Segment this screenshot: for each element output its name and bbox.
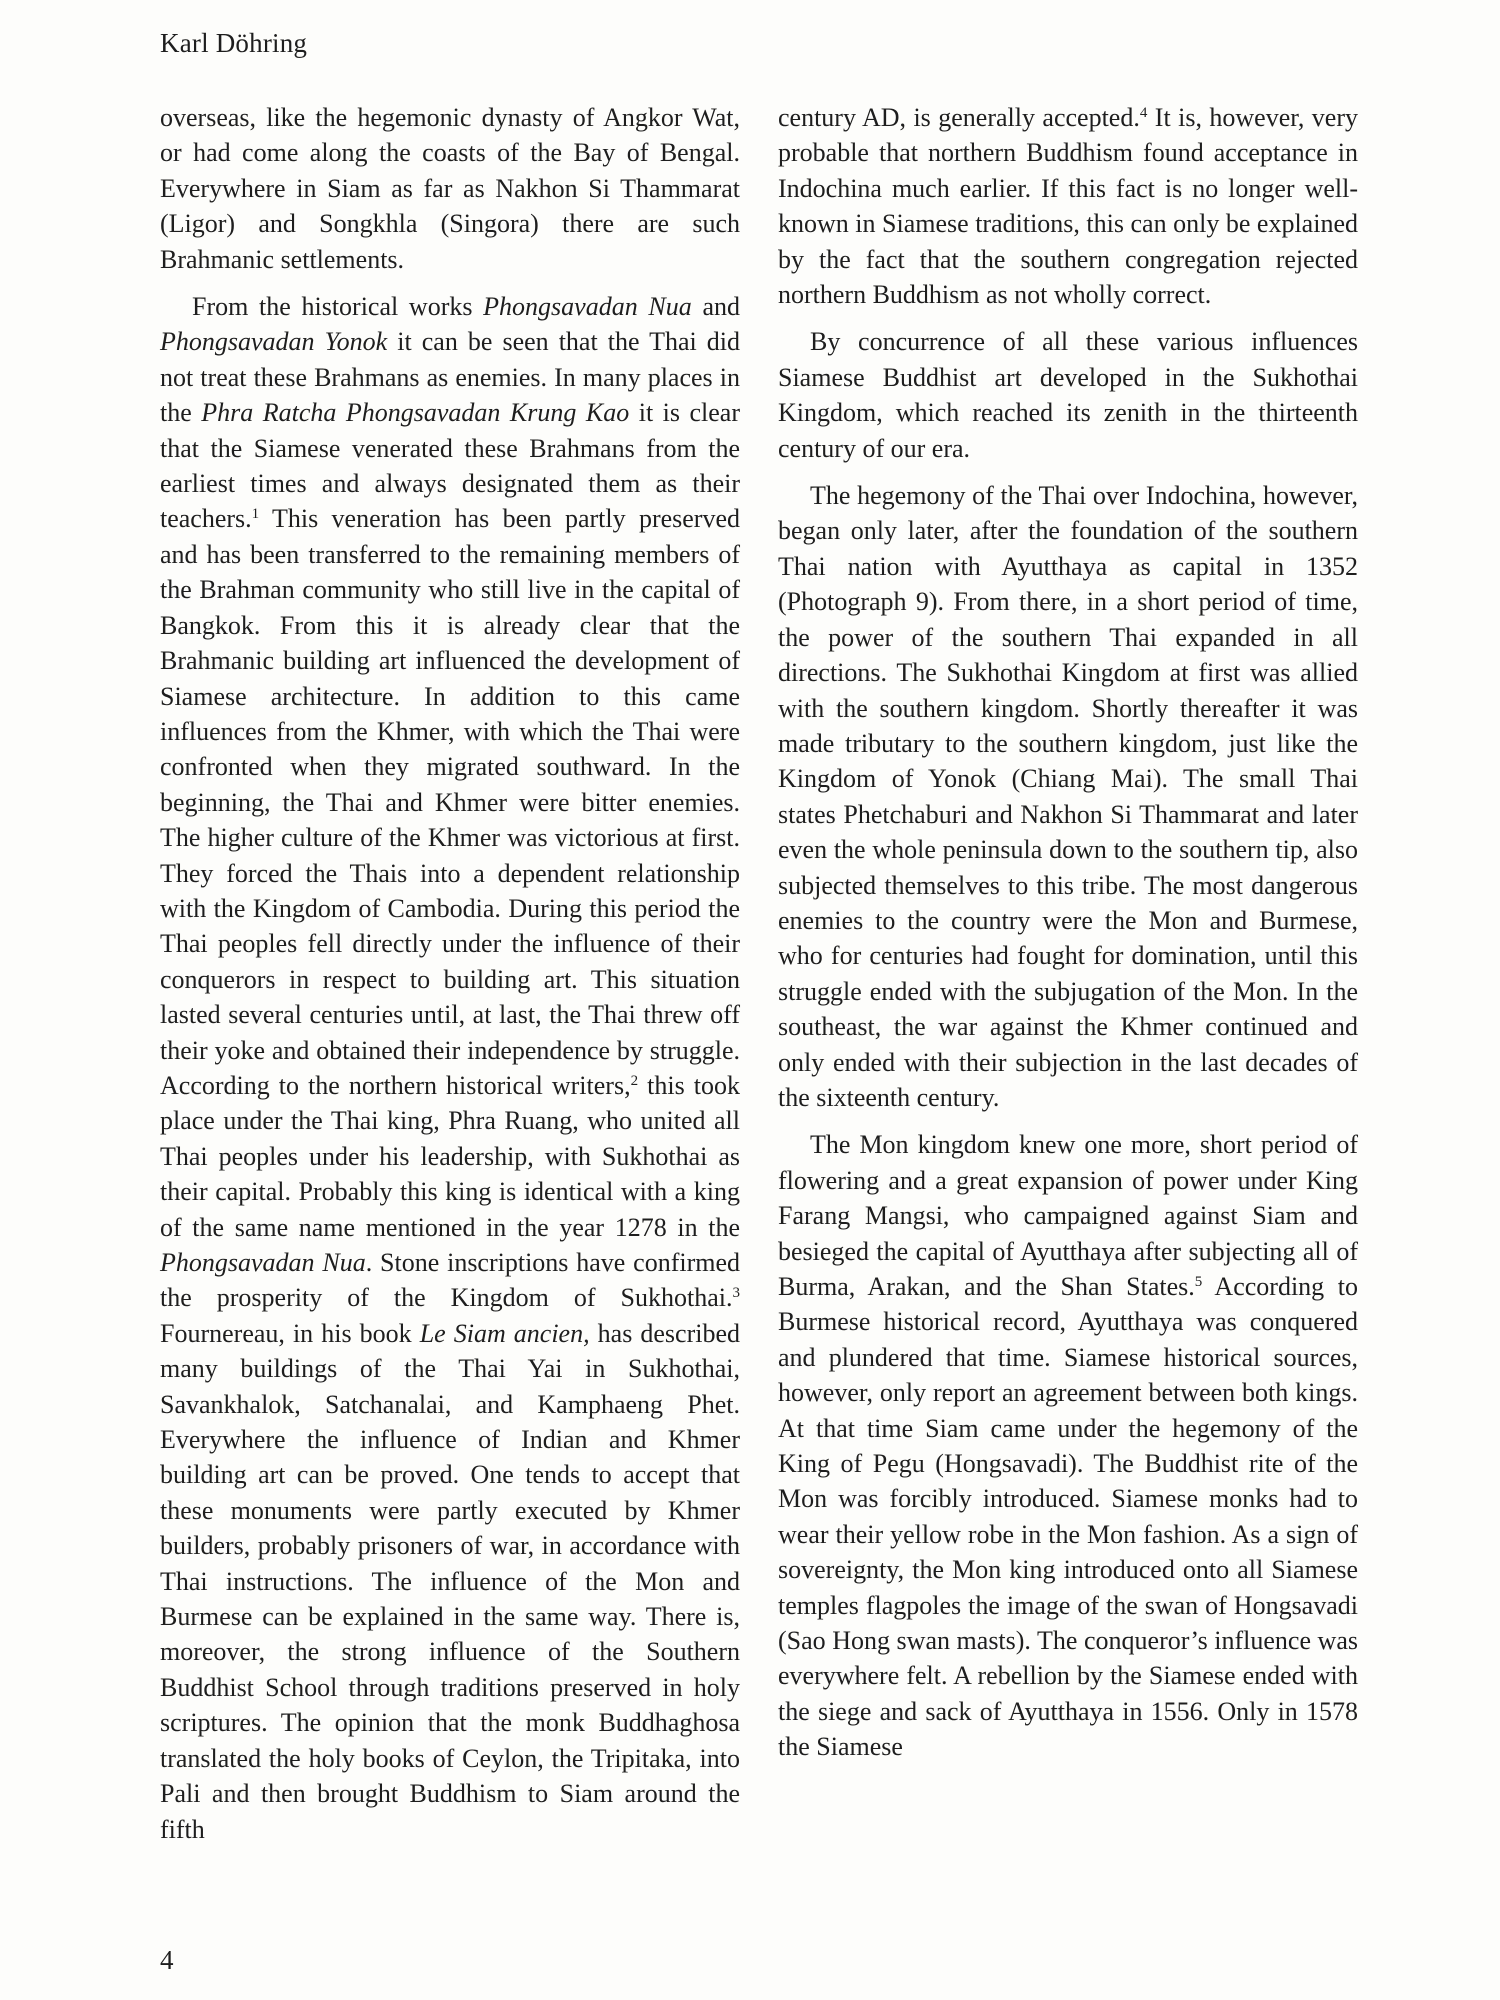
- right-column: [778, 100, 1358, 1765]
- footnote-marker: 3: [732, 1285, 740, 1302]
- footnote-marker: 2: [630, 1072, 639, 1089]
- left-column: [160, 100, 740, 1847]
- paragraph: From the historical works Phongsavadan Nua and Phongsavadan Yonok it can be seen that the Thai did not treat these Brahmans as enemies. In many places in the Phra Ratcha Phongsavadan Krung Kao it is clear that the Siamese venerated these Brahmans from the earliest times and always designated them as their teachers.$^1$ This veneration has been partly preserved and has been transferred to the remaining members of the Brahman community who still live in the capital of Bangkok. From this it is already clear that the Brahmanic building art influenced the development of Siamese architecture. In addition to this came influences from the Khmer, with which the Thai were confronted when they migrated southward. In the beginning, the Thai and Khmer were bitter enemies. The higher culture of the Khmer was victorious at first. They forced the Thais into a dependent relationship with the Kingdom of Cambodia. During this period the Thai peoples fell directly under the influence of their conquerors in respect to building art. This situation lasted several centuries until, at last, the Thai threw off their yoke and obtained their independence by struggle. According to the northern historical writers,$^2$ this took place under the Thai king, Phra Ruang, who united all Thai peoples under his leadership, with Sukhothai as their capital. Probably this king is identical with a king of the same name mentioned in the year 1278 in the Phongsavadan Nua. Stone inscriptions have confirmed the prosperity of the Kingdom of Sukhothai.$^3$ Fournereau, in his book Le Siam ancien, has described many buildings of the Thai Yai in Sukhothai, Savankhalok, Satchanalai, and Kamphaeng Phet. Everywhere the influence of Indian and Khmer building art can be proved. One tends to accept that these monuments were partly executed by Khmer builders, probably prisoners of war, in accordance with Thai instructions. The influence of the Mon and Burmese can be explained in the same way. There is, moreover, the strong influence of the Southern Buddhist School through traditions preserved in holy scriptures. The opinion that the monk Buddhaghosa translated the holy books of Ceylon, the Tripitaka, into Pali and then brought Buddhism to Siam around the fifth: [160, 292, 741, 1844]
- footnote-marker: 1: [251, 506, 260, 523]
- footnote-marker: 5: [1194, 1274, 1203, 1290]
- work-title: Phongsavadan Nua: [483, 292, 692, 322]
- work-title: Le Siam ancien,: [419, 1318, 590, 1348]
- paragraph: The hegemony of the Thai over Indochina, however, began only later, after the foundation of the southern Thai nation with Ayutthaya as capital in 1352 (Photograph 9). From there, in a short period of time, the power of the southern Thai expanded in all directions. The Sukhothai Kingdom at first was allied with the southern kingdom. Shortly thereafter it was made tributary to the southern kingdom, just like the Kingdom of Yonok (Chiang Mai). The small Thai states Phetchaburi and Nakhon Si Thammarat and later even the whole peninsula down to the southern tip, also subjected themselves to this tribe. The most dangerous enemies to the country were the Mon and Burmese, who for centuries had fought for domination, until this struggle ended with the subjugation of the Mon. In the southeast, the war against the Khmer continued and only ended with their subjection in the last decades of the sixteenth century.: [778, 481, 1358, 1112]
- paragraph: century AD, is generally accepted.$^4$ It is, however, very probable that northern Buddhism found acceptance in Indochina much earlier. If this fact is no longer well-known in Siamese traditions, this can only be explained by the fact that the southern congregation rejected northern Buddhism as not wholly correct.: [778, 103, 1358, 310]
- footnote-marker: 4: [1139, 105, 1148, 121]
- page-number: 4: [160, 1945, 174, 1975]
- work-title: Phongsavadan Yonok: [160, 327, 388, 357]
- paragraph: The Mon kingdom knew one more, short period of flowering and a great expansion of power under King Farang Mangsi, who campaigned against Siam and besieged the capital of Ayutthaya after subjecting all of Burma, Arakan, and the Shan States.$^5$ According to Burmese historical record, Ayutthaya was conquered and plundered that time. Siamese historical sources, however, only report an agreement between both kings. At that time Siam came under the hegemony of the King of Pegu (Hongsavadi). The Buddhist rite of the Mon was forcibly introduced. Siamese monks had to wear their yellow robe in the Mon fashion. As a sign of sovereignty, the Mon king introduced onto all Siamese temples flagpoles the image of the swan of Hongsavadi (Sao Hong swan masts). The conqueror’s influence was everywhere felt. A rebellion by the Siamese ended with the siege and sack of Ayutthaya in 1556. Only in 1578 the Siamese: [778, 1130, 1358, 1762]
- paragraph: overseas, like the hegemonic dynasty of Angkor Wat, or had come along the coasts of the Bay of Bengal. Everywhere in Siam as far as Nakhon Si Thammarat (Ligor) and Songkhla (Singora) there are such Brahmanic settlements.: [160, 103, 740, 274]
- work-title: Phra Ratcha Phongsavadan Krung Kao: [201, 398, 630, 428]
- running-head-author: Karl Döhring: [160, 28, 308, 58]
- work-title: Phongsavadan Nua: [160, 1248, 366, 1277]
- paragraph: By concurrence of all these various influences Siamese Buddhist art developed in the Sukhothai Kingdom, which reached its zenith in the thirteenth century of our era.: [778, 327, 1358, 463]
